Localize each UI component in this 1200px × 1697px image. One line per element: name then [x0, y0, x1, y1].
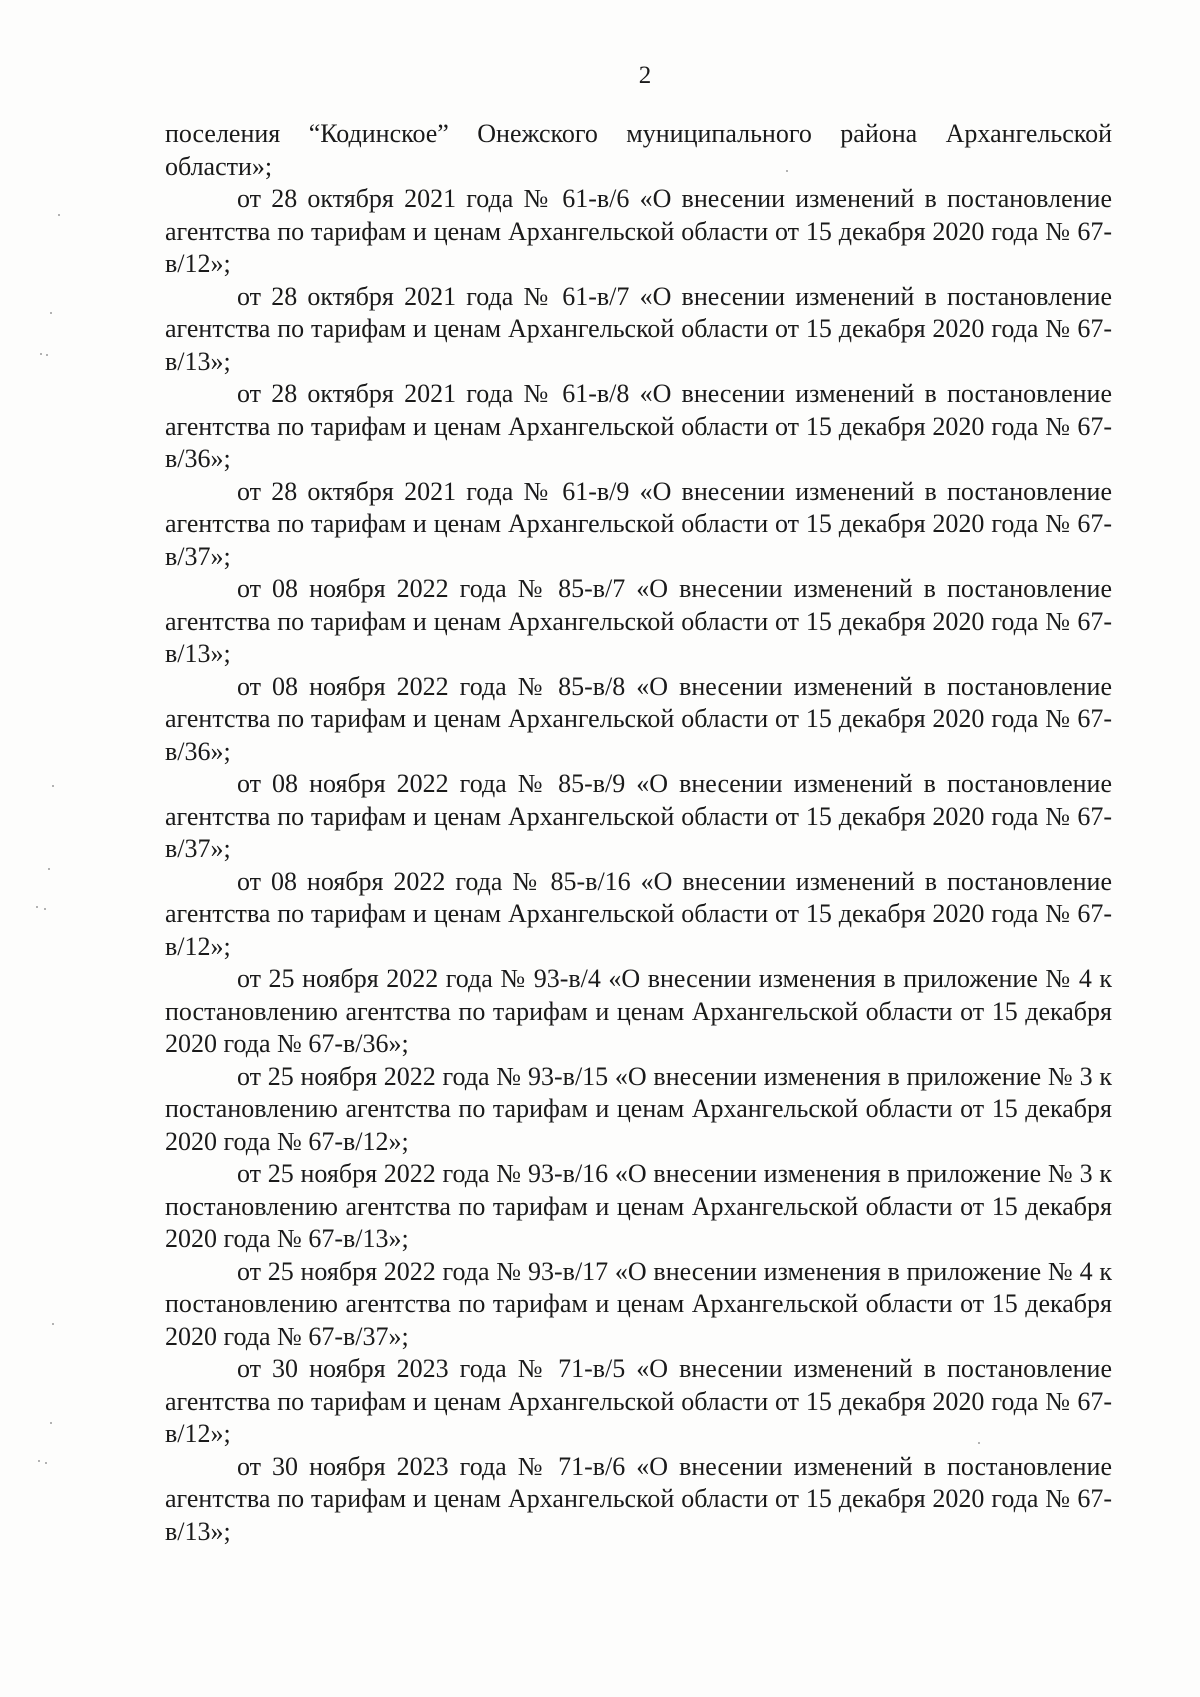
scan-artifact: [40, 353, 42, 355]
scan-artifact: [52, 785, 54, 787]
list-item: от 28 октября 2021 года № 61-в/6 «О внесении изменений в постановление агентства по тарифам и ценам Архангельской области от 15 декабря 2020 года № 67-в/12»;: [165, 184, 1112, 278]
scan-artifact: [58, 214, 60, 216]
list-item: от 28 октября 2021 года № 61-в/8 «О внесении изменений в постановление агентства по тарифам и ценам Архангельской области от 15 декабря 2020 года № 67-в/36»;: [165, 379, 1112, 473]
list-item: от 08 ноября 2022 года № 85-в/16 «О внесении изменений в постановление агентства по тарифам и ценам Архангельской области от 15 декабря 2020 года № 67-в/12»;: [165, 866, 1112, 961]
scan-artifact: [36, 906, 38, 908]
scan-artifact: [52, 1323, 54, 1325]
scan-artifact: [45, 1462, 47, 1464]
list-item: от 08 ноября 2022 года № 85-в/9 «О внесении изменений в постановление агентства по тарифам и ценам Архангельской области от 15 декабря 2020 года № 67-в/37»;: [165, 769, 1112, 863]
list-item: от 25 ноября 2022 года № 93-в/17 «О внесении изменения в приложение № 4 к постановлению агентства по тарифам и ценам Архангельской области от 15 декабря 2020 года № 67-в/37»;: [165, 1256, 1112, 1351]
page-number: 2: [638, 62, 652, 89]
scan-artifact: [44, 908, 46, 910]
paragraph-continuation: поселения “Кодинское” Онежского муниципального района Архангельской области»;: [165, 119, 1112, 181]
scan-artifact: [786, 170, 788, 172]
scan-artifact: [48, 868, 50, 870]
list-item: от 30 ноября 2023 года № 71-в/5 «О внесении изменений в постановление агентства по тарифам и ценам Архангельской области от 15 декабря 2020 года № 67-в/12»;: [165, 1354, 1112, 1448]
list-item: от 28 октября 2021 года № 61-в/7 «О внесении изменений в постановление агентства по тарифам и ценам Архангельской области от 15 декабря 2020 года № 67-в/13»;: [165, 281, 1112, 376]
list-item: от 30 ноября 2023 года № 71-в/6 «О внесении изменений в постановление агентства по тарифам и ценам Архангельской области от 15 декабря 2020 года № 67-в/13»;: [165, 1451, 1112, 1546]
scan-artifact: [46, 354, 48, 356]
list-item: от 28 октября 2021 года № 61-в/9 «О внесении изменений в постановление агентства по тарифам и ценам Архангельской области от 15 декабря 2020 года № 67-в/37»;: [165, 476, 1112, 571]
list-item: от 08 ноября 2022 года № 85-в/8 «О внесении изменений в постановление агентства по тарифам и ценам Архангельской области от 15 декабря 2020 года № 67-в/36»;: [165, 671, 1112, 766]
list-item: от 25 ноября 2022 года № 93-в/15 «О внесении изменения в приложение № 3 к постановлению агентства по тарифам и ценам Архангельской области от 15 декабря 2020 года № 67-в/12»;: [165, 1061, 1112, 1156]
list-item: от 25 ноября 2022 года № 93-в/4 «О внесении изменения в приложение № 4 к постановлению агентства по тарифам и ценам Архангельской области от 15 декабря 2020 года № 67-в/36»;: [165, 964, 1112, 1058]
scan-artifact: [978, 1442, 980, 1444]
document-body: [165, 118, 1112, 1548]
list-item: от 08 ноября 2022 года № 85-в/7 «О внесении изменений в постановление агентства по тарифам и ценам Архангельской области от 15 декабря 2020 года № 67-в/13»;: [165, 574, 1112, 668]
scan-artifact: [50, 312, 52, 314]
list-item: от 25 ноября 2022 года № 93-в/16 «О внесении изменения в приложение № 3 к постановлению агентства по тарифам и ценам Архангельской области от 15 декабря 2020 года № 67-в/13»;: [165, 1159, 1112, 1253]
scan-artifact: [38, 1460, 40, 1462]
scan-artifact: [50, 1422, 52, 1424]
